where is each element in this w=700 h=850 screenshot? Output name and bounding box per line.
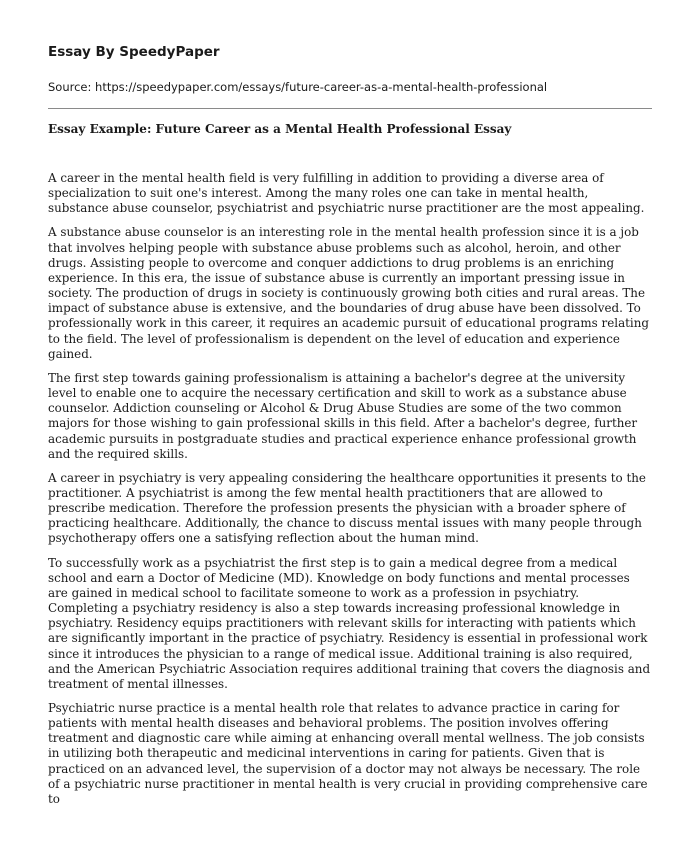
essay-paragraph-3: The first step towards gaining professionalism is attaining a bachelor's degree at the university level to enable one to acquire the necessary certification and skill to work as a substance abuse counselor. Addiction counseling or Alcohol & Drug Abuse Studies are some of the two common majors for those wishing to gain professional skills in this field. After a bachelor's degree, further academic pursuits in postgraduate studies and practical experience enhance professional growth and the required skills. <box>48 370 638 461</box>
essay-paragraph-6: Psychiatric nurse practice is a mental health role that relates to advance practice in caring for patients with mental health diseases and behavioral problems. The position involves offering treatment and diagnostic care while aiming at enhancing overall mental wellness. The job consists in utilizing both therapeutic and medicinal interventions in caring for patients. Given that is practiced on an advanced level, the supervision of a doctor may not always be necessary. The role of a psychiatric nurse practitioner in mental health is very crucial in providing comprehensive care to <box>48 701 648 806</box>
essay-paragraph-1: A career in the mental health field is very fulfilling in addition to providing a diverse area of specialization to suit one's interest. Among the many roles one can take in mental health, substance abuse counselor, psychiatrist and psychiatric nurse practitioner are the most appealing. <box>48 171 645 216</box>
essay-paragraph-4: A career in psychiatry is very appealing considering the healthcare opportunities it presents to the practitioner. A psychiatrist is among the few mental health practitioners that are allowed to prescribe medication. Therefore the profession presents the physician with a broader sphere of practicing healthcare. Additionally, the chance to discuss mental issues with many people through psychotherapy offers one a satisfying reflection about the human mind. <box>48 470 646 546</box>
site-title: Essay By SpeedyPaper <box>48 44 220 60</box>
essay-paragraph-2: A substance abuse counselor is an interesting role in the mental health profession since it is a job that involves helping people with substance abuse problems such as alcohol, heroin, and other drugs. Assisting people to overcome and conquer addictions to drug problems is an enriching experience. In this era, the issue of substance abuse is currently an important pressing issue in society. The production of drugs in society is continuously growing both cities and rural areas. The impact of substance abuse is extensive, and the boundaries of drug abuse have been dissolved. To professionally work in this career, it requires an academic pursuit of educational programs relating to the field. The level of professionalism is dependent on the level of education and experience gained. <box>48 225 650 361</box>
essay-paragraph-5: To successfully work as a psychiatrist the first step is to gain a medical degree from a medical school and earn a Doctor of Medicine (MD). Knowledge on body functions and mental processes are gained in medical school to facilitate someone to work as a profession in psychiatry. Completing a psychiatry residency is also a step towards increasing professional knowledge in psychiatry. Residency equips practitioners with relevant skills for interacting with patients which are significantly important in the practice of psychiatry. Residency is essential in professional work since it introduces the physician to a range of medical issue. Additional training is also required, and the American Psychiatric Association requires additional training that covers the diagnosis and treatment of mental illnesses. <box>48 555 651 691</box>
header-divider <box>48 108 652 109</box>
source-line: Source: https://speedypaper.com/essays/future-career-as-a-mental-health-professional <box>48 80 548 94</box>
essay-title: Essay Example: Future Career as a Mental Health Professional Essay <box>48 122 512 136</box>
